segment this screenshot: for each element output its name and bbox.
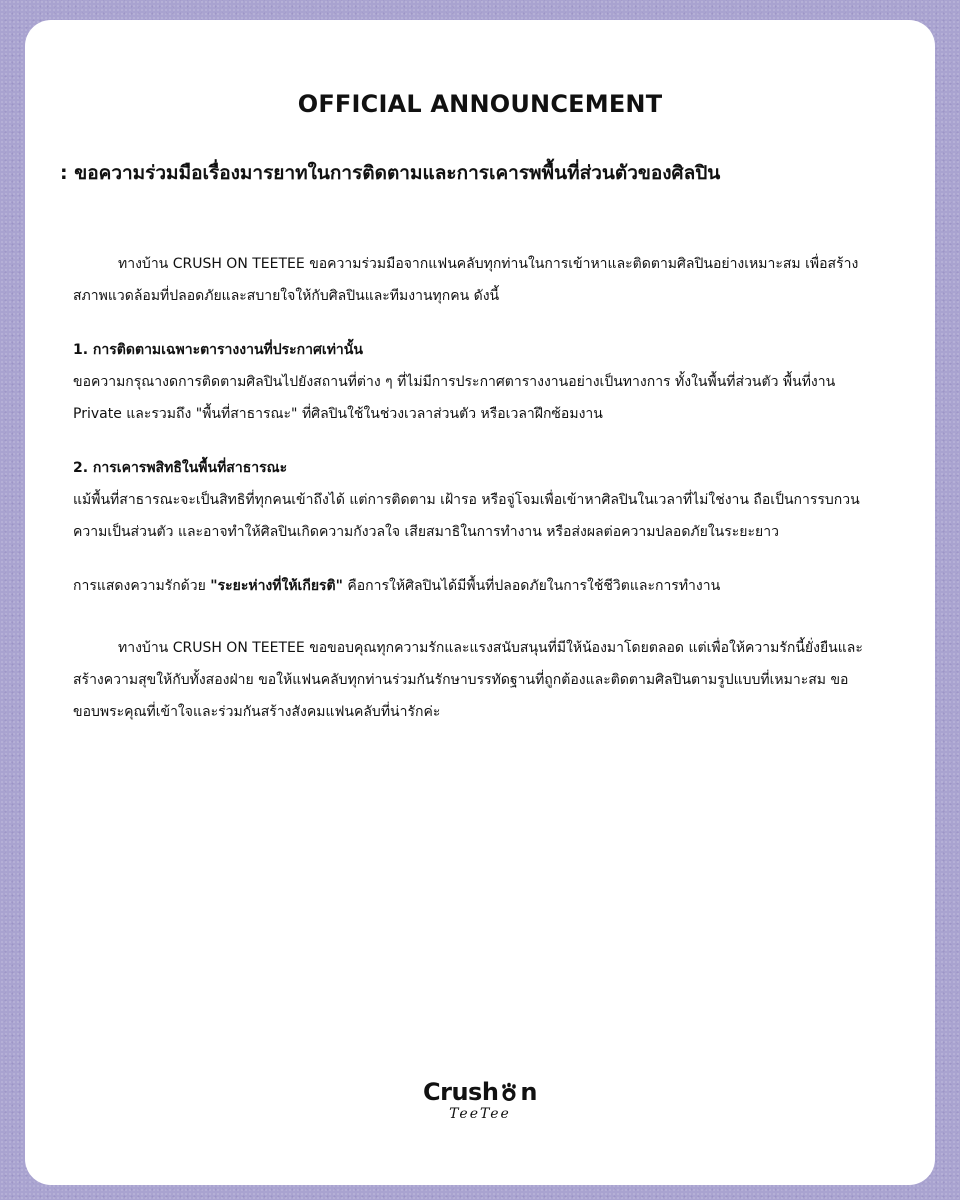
announcement-card bbox=[25, 20, 935, 1185]
respect-after: คือการให้ศิลปินได้มีพื้นที่ปลอดภัยในการใช้ชีวิตและการทำงาน bbox=[342, 578, 721, 594]
logo-suffix: n bbox=[520, 1078, 537, 1106]
announcement-body bbox=[73, 248, 888, 728]
respect-paragraph bbox=[73, 570, 888, 602]
page-title: OFFICIAL ANNOUNCEMENT bbox=[297, 90, 663, 118]
section2-body: แม้พื้นที่สาธารณะจะเป็นสิทธิที่ทุกคนเข้าถึงได้ แต่การติดตาม เฝ้ารอ หรือจู่โจมเพื่อเข้าหาศิลปินในเวลาที่ไม่ใช่งาน ถือเป็นการรบกวนความเป็นส่วนตัว และอาจทำให้ศิลปินเกิดความกังวลใจ เสียสมาธิในการทำงาน หรือส่งผลต่อความปลอดภัยในระยะยาว bbox=[73, 492, 860, 540]
respect-before: การแสดงความรักด้วย bbox=[73, 578, 211, 594]
section1-body: ขอความกรุณางดการติดตามศิลปินไปยังสถานที่ต่าง ๆ ที่ไม่มีการประกาศตารางงานอย่างเป็นทางการ ทั้งในพื้นที่ส่วนตัว พื้นที่งาน Private และรวมถึง "พื้นที่สาธารณะ" ที่ศิลปินใช้ในช่วงเวลาส่วนตัว หรือเวลาฝึกซ้อมงาน bbox=[73, 374, 836, 422]
closing-paragraph: ทางบ้าน CRUSH ON TEETEE ขอขอบคุณทุกความรักและแรงสนับสนุนที่มีให้น้องมาโดยตลอด แต่เพื่อให้ความรักนี้ยั่งยืนและสร้างความสุขให้กับทั้งสองฝ่าย ขอให้แฟนคลับทุกท่านร่วมกันรักษาบรรทัดฐานที่ถูกต้องและติดตามศิลปินตามรูปแบบที่เหมาะสม ขอขอบพระคุณที่เข้าใจและร่วมกันสร้างสังคมแฟนคลับที่น่ารักค่ะ bbox=[73, 640, 863, 720]
paw-icon bbox=[499, 1082, 519, 1102]
section2-heading: 2. การเคารพสิทธิในพื้นที่สาธารณะ bbox=[73, 460, 288, 476]
section1-heading: 1. การติดตามเฉพาะตารางงานที่ประกาศเท่านั้น bbox=[73, 342, 363, 358]
brand-logo bbox=[25, 1078, 935, 1122]
page-subtitle: : ขอความร่วมมือเรื่องมารยาทในการติดตามและการเคารพพื้นที่ส่วนตัวของศิลปิน bbox=[60, 162, 721, 184]
logo-subtitle: TeeTee bbox=[449, 1106, 511, 1122]
logo-wordmark bbox=[423, 1078, 537, 1106]
intro-paragraph: ทางบ้าน CRUSH ON TEETEE ขอความร่วมมือจากแฟนคลับทุกท่านในการเข้าหาและติดตามศิลปินอย่างเหมาะสม เพื่อสร้างสภาพแวดล้อมที่ปลอดภัยและสบายใจให้กับศิลปินและทีมงานทุกคน ดังนี้ bbox=[73, 256, 859, 304]
respect-emphasis: "ระยะห่างที่ให้เกียรติ" bbox=[210, 578, 343, 594]
logo-prefix: Crush bbox=[423, 1078, 499, 1106]
